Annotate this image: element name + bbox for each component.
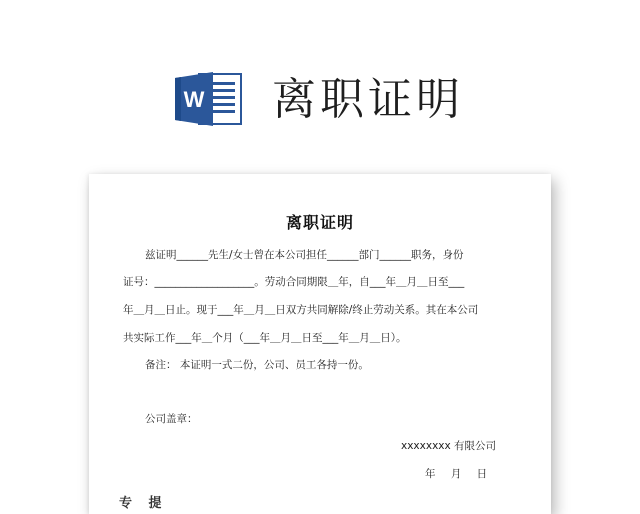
- document-page: [89, 174, 551, 514]
- body-line-4: 共实际工作___年＿个月（___年＿月＿日至___年＿月＿日）。: [123, 332, 407, 344]
- header: [0, 0, 640, 170]
- word-logo-icon: [175, 70, 243, 128]
- document-title: 离职证明: [285, 213, 354, 232]
- body-line-2: 证号：___________________。劳动合同期限＿年，自___年＿月＿日至___: [123, 276, 465, 288]
- page-title: 离职证明: [272, 74, 464, 125]
- company-name: xxxxxxxx 有限公司: [401, 440, 497, 452]
- remark-line: 备注： 本证明一式二份，公司、员工各持一份。: [145, 359, 369, 371]
- date-line: 年 月 日: [425, 468, 488, 480]
- body-line-1: 兹证明______先生/女士曾在本公司担任______部门______职务，身份: [145, 249, 464, 261]
- seal-label: 公司盖章：: [145, 413, 198, 425]
- cut-off-text: 专 提: [119, 496, 168, 511]
- body-line-3: 年＿月＿日止。现于___年＿月＿日双方共同解除/终止劳动关系。其在本公司: [123, 304, 479, 316]
- word-logo-letter: W: [183, 87, 205, 112]
